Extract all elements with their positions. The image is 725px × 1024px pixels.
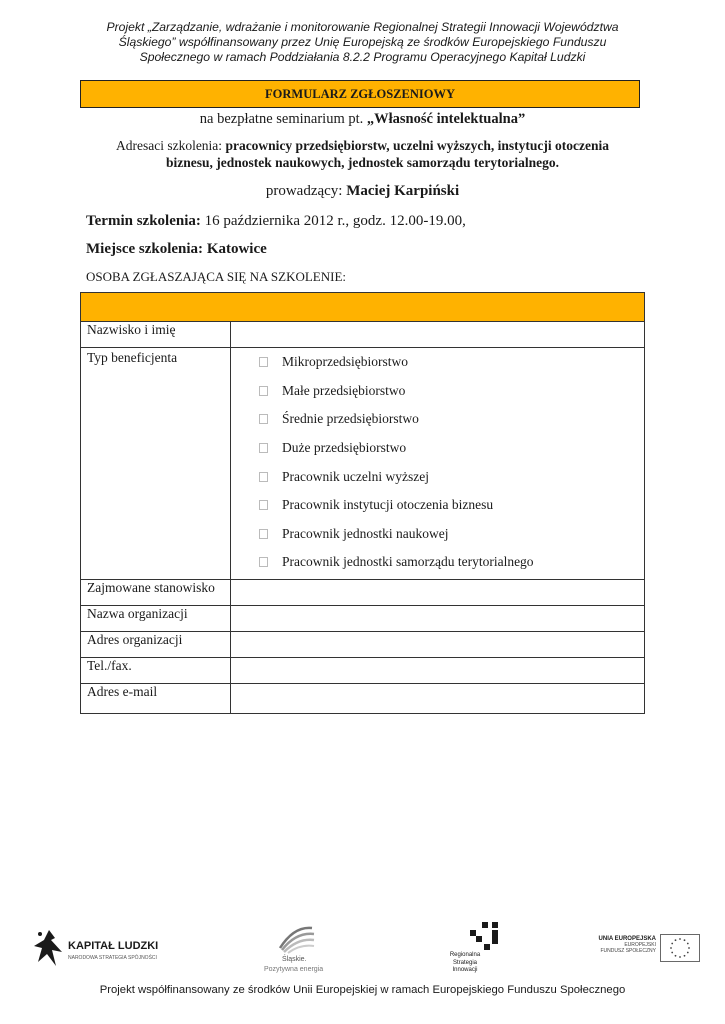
registration-table <box>80 292 645 714</box>
header-line-3: Społecznego w ramach Poddziałania 8.2.2 Programu Operacyjnego Kapitał Ludzki <box>139 50 586 64</box>
type-option[interactable]: Duże przedsiębiorstwo <box>237 434 638 463</box>
footer-text: Projekt współfinansowany ze środków Unii Europejskiej w ramach Europejskiego Funduszu Społecznego <box>99 984 626 996</box>
type-option[interactable]: Pracownik instytucji otoczenia biznesu <box>237 491 638 520</box>
checkbox-icon[interactable] <box>259 500 268 510</box>
trainer-name: Maciej Karpiński <box>346 183 460 199</box>
position-field[interactable] <box>231 579 645 605</box>
name-label: Nazwisko i imię <box>81 322 231 348</box>
type-option[interactable]: Pracownik jednostki samorządu terytorialnego <box>237 548 638 577</box>
project-header <box>40 20 685 65</box>
rsi-logo <box>442 922 502 978</box>
slaskie-logo <box>262 922 332 978</box>
form-title: FORMULARZ ZGŁOSZENIOWY <box>80 80 640 108</box>
org-name-label: Nazwa organizacji <box>81 605 231 631</box>
table-row <box>81 605 645 631</box>
phone-label: Tel./fax. <box>81 657 231 683</box>
place-line <box>86 240 267 258</box>
checkbox-icon[interactable] <box>259 357 268 367</box>
phone-field[interactable] <box>231 657 645 683</box>
checkbox-icon[interactable] <box>259 386 268 396</box>
checkbox-icon[interactable] <box>259 557 268 567</box>
org-name-field[interactable] <box>231 605 645 631</box>
trainer-label: prowadzący: <box>265 183 343 199</box>
header-line-2: Śląskiego” współfinansowany przez Unię Europejską ze środków Europejskiego Funduszu <box>118 35 607 49</box>
slaskie-waves-icon <box>276 922 316 954</box>
position-label: Zajmowane stanowisko <box>81 579 231 605</box>
type-option[interactable]: Mikroprzedsiębiorstwo <box>237 348 638 377</box>
type-option[interactable]: Średnie przedsiębiorstwo <box>237 405 638 434</box>
rsi-pixel-icon <box>470 922 500 952</box>
email-label: Adres e-mail <box>81 683 231 713</box>
checkbox-icon[interactable] <box>259 472 268 482</box>
eu-flag-icon <box>660 934 700 962</box>
header-line-1: Projekt „Zarządzanie, wdrażanie i monitorowanie Regionalnej Strategii Innowacji Województwa <box>106 20 619 34</box>
section-title: OSOBA ZGŁASZAJĄCA SIĘ NA SZKOLENIE: <box>86 269 347 284</box>
footer-logos <box>0 920 725 980</box>
eu-text: UNIA EUROPEJSKA EUROPEJSKI FUNDUSZ SPOŁECZNY <box>598 936 656 954</box>
rsi-text: Regionalna Strategia Innowacji <box>449 952 481 973</box>
type-label: Typ beneficjenta <box>81 348 231 580</box>
date-value: 16 października 2012 r., godz. 12.00-19.00, <box>204 213 466 229</box>
name-field[interactable] <box>231 322 645 348</box>
kl-title: KAPITAŁ LUDZKI <box>68 940 159 952</box>
audience-label: Adresaci szkolenia: <box>115 138 223 153</box>
slaskie-text-1: Śląskie. <box>282 956 307 963</box>
type-options <box>231 348 645 580</box>
org-address-label: Adres organizacji <box>81 631 231 657</box>
slaskie-text-2: Pozytywna energia <box>264 966 324 973</box>
type-option[interactable]: Małe przedsiębiorstwo <box>237 377 638 406</box>
type-option[interactable]: Pracownik jednostki naukowej <box>237 520 638 549</box>
date-line <box>86 212 466 230</box>
kapital-ludzki-icon <box>34 928 64 968</box>
org-address-field[interactable] <box>231 631 645 657</box>
audience-text-1: pracownicy przedsiębiorstw, uczelni wyższych, instytucji otoczenia <box>225 138 610 153</box>
type-option[interactable]: Pracownik uczelni wyższej <box>237 462 638 491</box>
table-row <box>81 322 645 348</box>
table-header-row <box>81 293 645 322</box>
checkbox-icon[interactable] <box>259 443 268 453</box>
date-label: Termin szkolenia: <box>86 213 201 229</box>
trainer-line <box>60 182 665 200</box>
audience-block <box>60 137 665 171</box>
table-row <box>81 683 645 713</box>
table-row <box>81 631 645 657</box>
kapital-ludzki-logo <box>34 928 174 972</box>
place-label: Miejsce szkolenia: <box>86 241 204 257</box>
seminar-name: „Własność intelektualna” <box>366 111 526 127</box>
eu-logo <box>598 934 702 964</box>
email-field[interactable] <box>231 683 645 713</box>
checkbox-icon[interactable] <box>259 529 268 539</box>
seminar-prefix: na bezpłatne seminarium pt. <box>199 111 364 127</box>
table-row <box>81 348 645 580</box>
audience-text-2: biznesu, jednostek naukowych, jednostek samorządu terytorialnego. <box>165 155 559 170</box>
checkbox-icon[interactable] <box>259 414 268 424</box>
kl-subtitle: NARODOWA STRATEGIA SPÓJNOŚCI <box>68 955 157 961</box>
seminar-line <box>60 110 665 128</box>
table-row <box>81 579 645 605</box>
table-row <box>81 657 645 683</box>
place-value: Katowice <box>206 241 267 257</box>
